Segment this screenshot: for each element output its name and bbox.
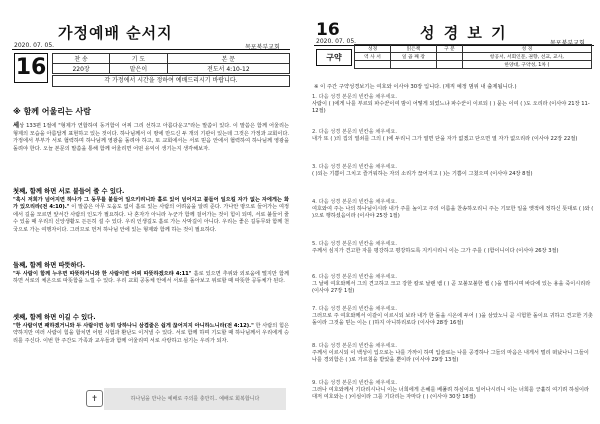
hymn-value: 220장 — [53, 64, 110, 74]
question-text: 내가 또 ( )의 집의 열쇠를 그의 ( )에 두리니 그가 열면 닫을 자가 없겠고 닫으면 열 자가 없으리라 (이사야 22장 22절) — [312, 136, 578, 143]
quiz-question — [312, 129, 594, 143]
table-cell: 역 사 서 — [355, 53, 391, 61]
section-label: 구약 — [316, 49, 352, 66]
scripture-quote: "혹시 저희가 넘어지면 하나가 그 동무를 붙들어 일으키려니와 홀로 있어 넘어지고 붙들어 일으킬 자가 없는 자에게는 화가 있으리라(전 4:10)." — [13, 196, 289, 211]
table-header: 구 분 — [436, 45, 462, 53]
paragraph-lead: 세 — [13, 122, 20, 129]
table-header: 읽은책 — [390, 45, 436, 53]
church-logo-icon: ✝ — [86, 390, 103, 407]
church-name: 목포북부교회 — [245, 44, 280, 51]
paragraph-lead: 둘째, 함께 하면 따뜻하다. — [13, 262, 86, 269]
table-cell: 한양대, 구약성, 1차 ( — [462, 61, 591, 69]
page-title: 성 경 보 기 — [420, 24, 508, 42]
question-text: 주께서 이르시되 이 백성이 입으로는 나를 가까이 하며 입술로는 나를 공경하나 그들의 마음은 내게서 멀리 떠났나니 그들이 나를 경외함은 ( )로 가르침을 받았을 뿐이라 (이사야 29장 13절) — [312, 350, 589, 364]
question-label: 2. 다음 성경 본문의 빈칸을 채우세요. — [312, 129, 397, 135]
question-label: 9. 다음 성경 본문의 빈칸을 채우세요. — [312, 380, 397, 386]
paragraph-text: 이 말씀은 아무 도움도 없이 홀로 있는 사람의 어려움을 알려 준다. 가나안 땅으로 들어가는 여정에서 길을 모르면 앞서간 사람의 인도가 필요하다. 나 혼자가 아니라 누군가 함께 걸어가는 것이 힘이 되며, 서로 붙들어 줄 수 있을 때 우리의 신앙생활도 든든히 설 수 있다. 우리 인생길도 홀로 가는 사막길이 아니다. 우리는 좋은 길동무와 함께 천국으로 가는 여행자이다. 그러므로 먼저 하나님 안에 있는 형제와 함께 하는 것이 필요하다. — [13, 204, 289, 233]
sermon-paragraph — [13, 314, 289, 345]
table-cell — [390, 61, 436, 69]
scripture-quote: "한 사람이면 패하겠거니와 두 사람이면 능히 당하나니 삼겹줄은 쉽게 끊어지지 아니하느니라(전 4:12)." — [13, 322, 254, 329]
table-row — [53, 64, 290, 74]
scripture-value: 전도서 4:10-12 — [167, 64, 289, 74]
footer-slogan: 하나님을 만나는 예배로 주의를 충만히.. 예배로 회복합니다 — [104, 388, 286, 410]
question-text: 여호와여 주는 나의 하나님이시라 내가 주를 높이고 주의 이름을 찬송하오리니 주는 기묘한 일을 옛적에 정하신 뜻대로 ( )와 ( )으로 행하셨음이라 (이사야 25장 1절) — [312, 206, 594, 220]
quiz-question — [312, 343, 594, 365]
quiz-question — [312, 241, 594, 255]
prayer-value: 맡은이 — [110, 64, 168, 74]
table-cell: 항공서, 서회인문, 권향, 선교, 교사, — [462, 53, 591, 61]
table-header: 성 경 — [462, 45, 591, 53]
table-cell — [436, 53, 462, 61]
instruction-text: ※ 이 주간 구약성경보기는 여호와 이사야 30장 입니다. (제직 예정 범위 내 출제됩니다.) — [314, 84, 517, 90]
quiz-question — [312, 306, 594, 328]
paragraph-lead: 첫째, 함께 하면 서로 붙들어 줄 수 있다. — [13, 188, 125, 195]
question-label: 7. 다음 성경 본문의 빈칸을 채우세요. — [312, 306, 397, 312]
question-text: 그러므로 주 여호와께서 이같이 이르시되 보라 내가 한 돌을 시온에 두어 ( )을 삼았노니 곧 시험한 돌이요 귀하고 견고한 기촛돌이라 그것을 믿는 이는 ( )하지 아니하리로다 (이사야 28장 16절) — [312, 313, 593, 327]
sermon-heading: ※ 함께 어울리는 사람 — [13, 107, 91, 116]
question-text: 그 날에 여호와께서 그의 견고하고 크고 강한 칼로 날랜 뱀 ( ) 곧 꼬불꼬불한 뱀 ( )을 벌하시며 바다에 있는 용을 죽이시리라 (이사야 27장 1절) — [312, 281, 591, 295]
table-header: 본 문 — [167, 54, 289, 64]
question-label: 5. 다음 성경 본문의 빈칸을 채우세요. — [312, 241, 397, 247]
question-text: 주께서 심지가 견고한 자를 평강하고 평강하도록 지키시리니 이는 그가 주를 ( )함이니이다 (이사야 26장 3절) — [312, 248, 559, 255]
table-header: 찬 송 — [53, 54, 110, 64]
notice-banner: 각 가정에서 시간을 정하여 예배드리시기 바랍니다. — [52, 75, 290, 87]
bible-quiz-page — [302, 0, 600, 424]
quiz-question — [312, 274, 594, 296]
date: 2020. 07. 05. — [316, 38, 357, 45]
date: 2020. 07. 05. — [14, 42, 55, 49]
quiz-question — [312, 199, 594, 221]
question-label: 6. 다음 성경 본문의 빈칸을 채우세요. — [312, 274, 397, 280]
issue-number: 16 — [14, 53, 48, 83]
table-cell — [436, 61, 462, 69]
scripture-quote: "두 사람이 함께 누우면 따뜻하거니와 한 사람이면 어찌 따뜻하겠으랴 4:11" — [13, 270, 192, 277]
question-text: 그러나 여호와께서 기다리시나니 이는 너희에게 은혜를 베풀려 하심이요 일어나시리니 이는 너희를 긍휼히 여기려 하심이라 대저 여호와는 ( )이심이라 그를 기다리는 자마다 ( ) (이사야 30장 18절) — [312, 387, 590, 401]
church-name: 목포북부교회 — [550, 40, 585, 47]
table-header: 기 도 — [110, 54, 168, 64]
table-header-row — [355, 45, 592, 53]
sermon-paragraph — [13, 262, 289, 286]
page-title: 가정예배 순서지 — [58, 24, 173, 42]
paragraph-text: 한 사람의 힘은 약하지만 여러 사람이 힘을 합치면 어떤 시험과 환난도 이겨낼 수 있다. 서로 함께 하며 기도할 때 하나님께서 우리에게 승리를 주신다. 이번 한 주간도 가족과 교우들과 함께 어울리며 서로 사랑하고 섬기는 우리가 되자. — [13, 322, 289, 344]
sermon-paragraph — [13, 188, 289, 235]
sermon-paragraph — [13, 122, 289, 153]
table-row — [355, 61, 592, 69]
table-cell: 일 곱 째 장 — [390, 53, 436, 61]
question-label: 8. 다음 성경 본문의 빈칸을 채우세요. — [312, 343, 397, 349]
books-table — [354, 44, 592, 69]
paragraph-text: 홀로 있으면 추위와 외로움에 떨지만 함께 하면 서로의 체온으로 따뜻함을 느낄 수 있다. 우리 교회 공동체 안에서 서로를 돌아보고 위로할 때 따뜻한 공동체가 된다. — [13, 270, 290, 285]
question-label: 4. 다음 성경 본문의 빈칸을 채우세요. — [312, 199, 397, 205]
quiz-question — [312, 380, 594, 402]
table-row — [355, 53, 592, 61]
worship-info-table — [52, 53, 290, 74]
issue-number: 16 — [316, 20, 340, 40]
paragraph-text: 상 133편 1절에 "형제가 연합하여 동거함이 어찌 그리 선하고 아름다운고"라는 말씀이 있다. 이 말씀은 함께 어울리는 형제의 모습을 아름답게 표현하고 있는 것이다. 하나님께서 이 땅에 만드신 두 개의 기관이 있는데 그것은 가정과 교회이다. 가정에서 부부가 서로 협력하며 하나님께 영광을 돌려야 하고, 또 교회에서는 서로 믿음 안에서 협력하여 하나님께 영광을 돌려야 한다. 오늘 본문의 말씀을 통해 함께 어울리면 어떤 유익이 생기는지 생각해보자. — [13, 123, 289, 152]
quiz-question — [312, 164, 594, 178]
question-label: 3. 다음 성경 본문의 빈칸을 채우세요. — [312, 164, 397, 170]
question-text: ( )되는 기쁨이 그치고 즐거워하는 자의 소리가 끊어지고 ( )는 기쁨이 그쳤으며 (이사야 24장 8절) — [312, 171, 533, 178]
question-label: 1. 다음 성경 본문의 빈칸을 채우세요. — [312, 94, 397, 100]
question-text: 사람이 ( )에게 나를 부르되 파수꾼이여 밤이 어떻게 되었느냐 파수꾼이 이르되 ( ) 묻는 이여 ( )도 오리라 (이사야 21장 11-12절) — [312, 101, 590, 115]
table-header: 성경 — [355, 45, 391, 53]
paragraph-lead: 셋째, 함께 하면 이길 수 있다. — [13, 314, 96, 321]
divider — [12, 49, 290, 50]
table-header-row — [53, 54, 290, 64]
table-cell — [355, 61, 391, 69]
quiz-question — [312, 94, 594, 116]
